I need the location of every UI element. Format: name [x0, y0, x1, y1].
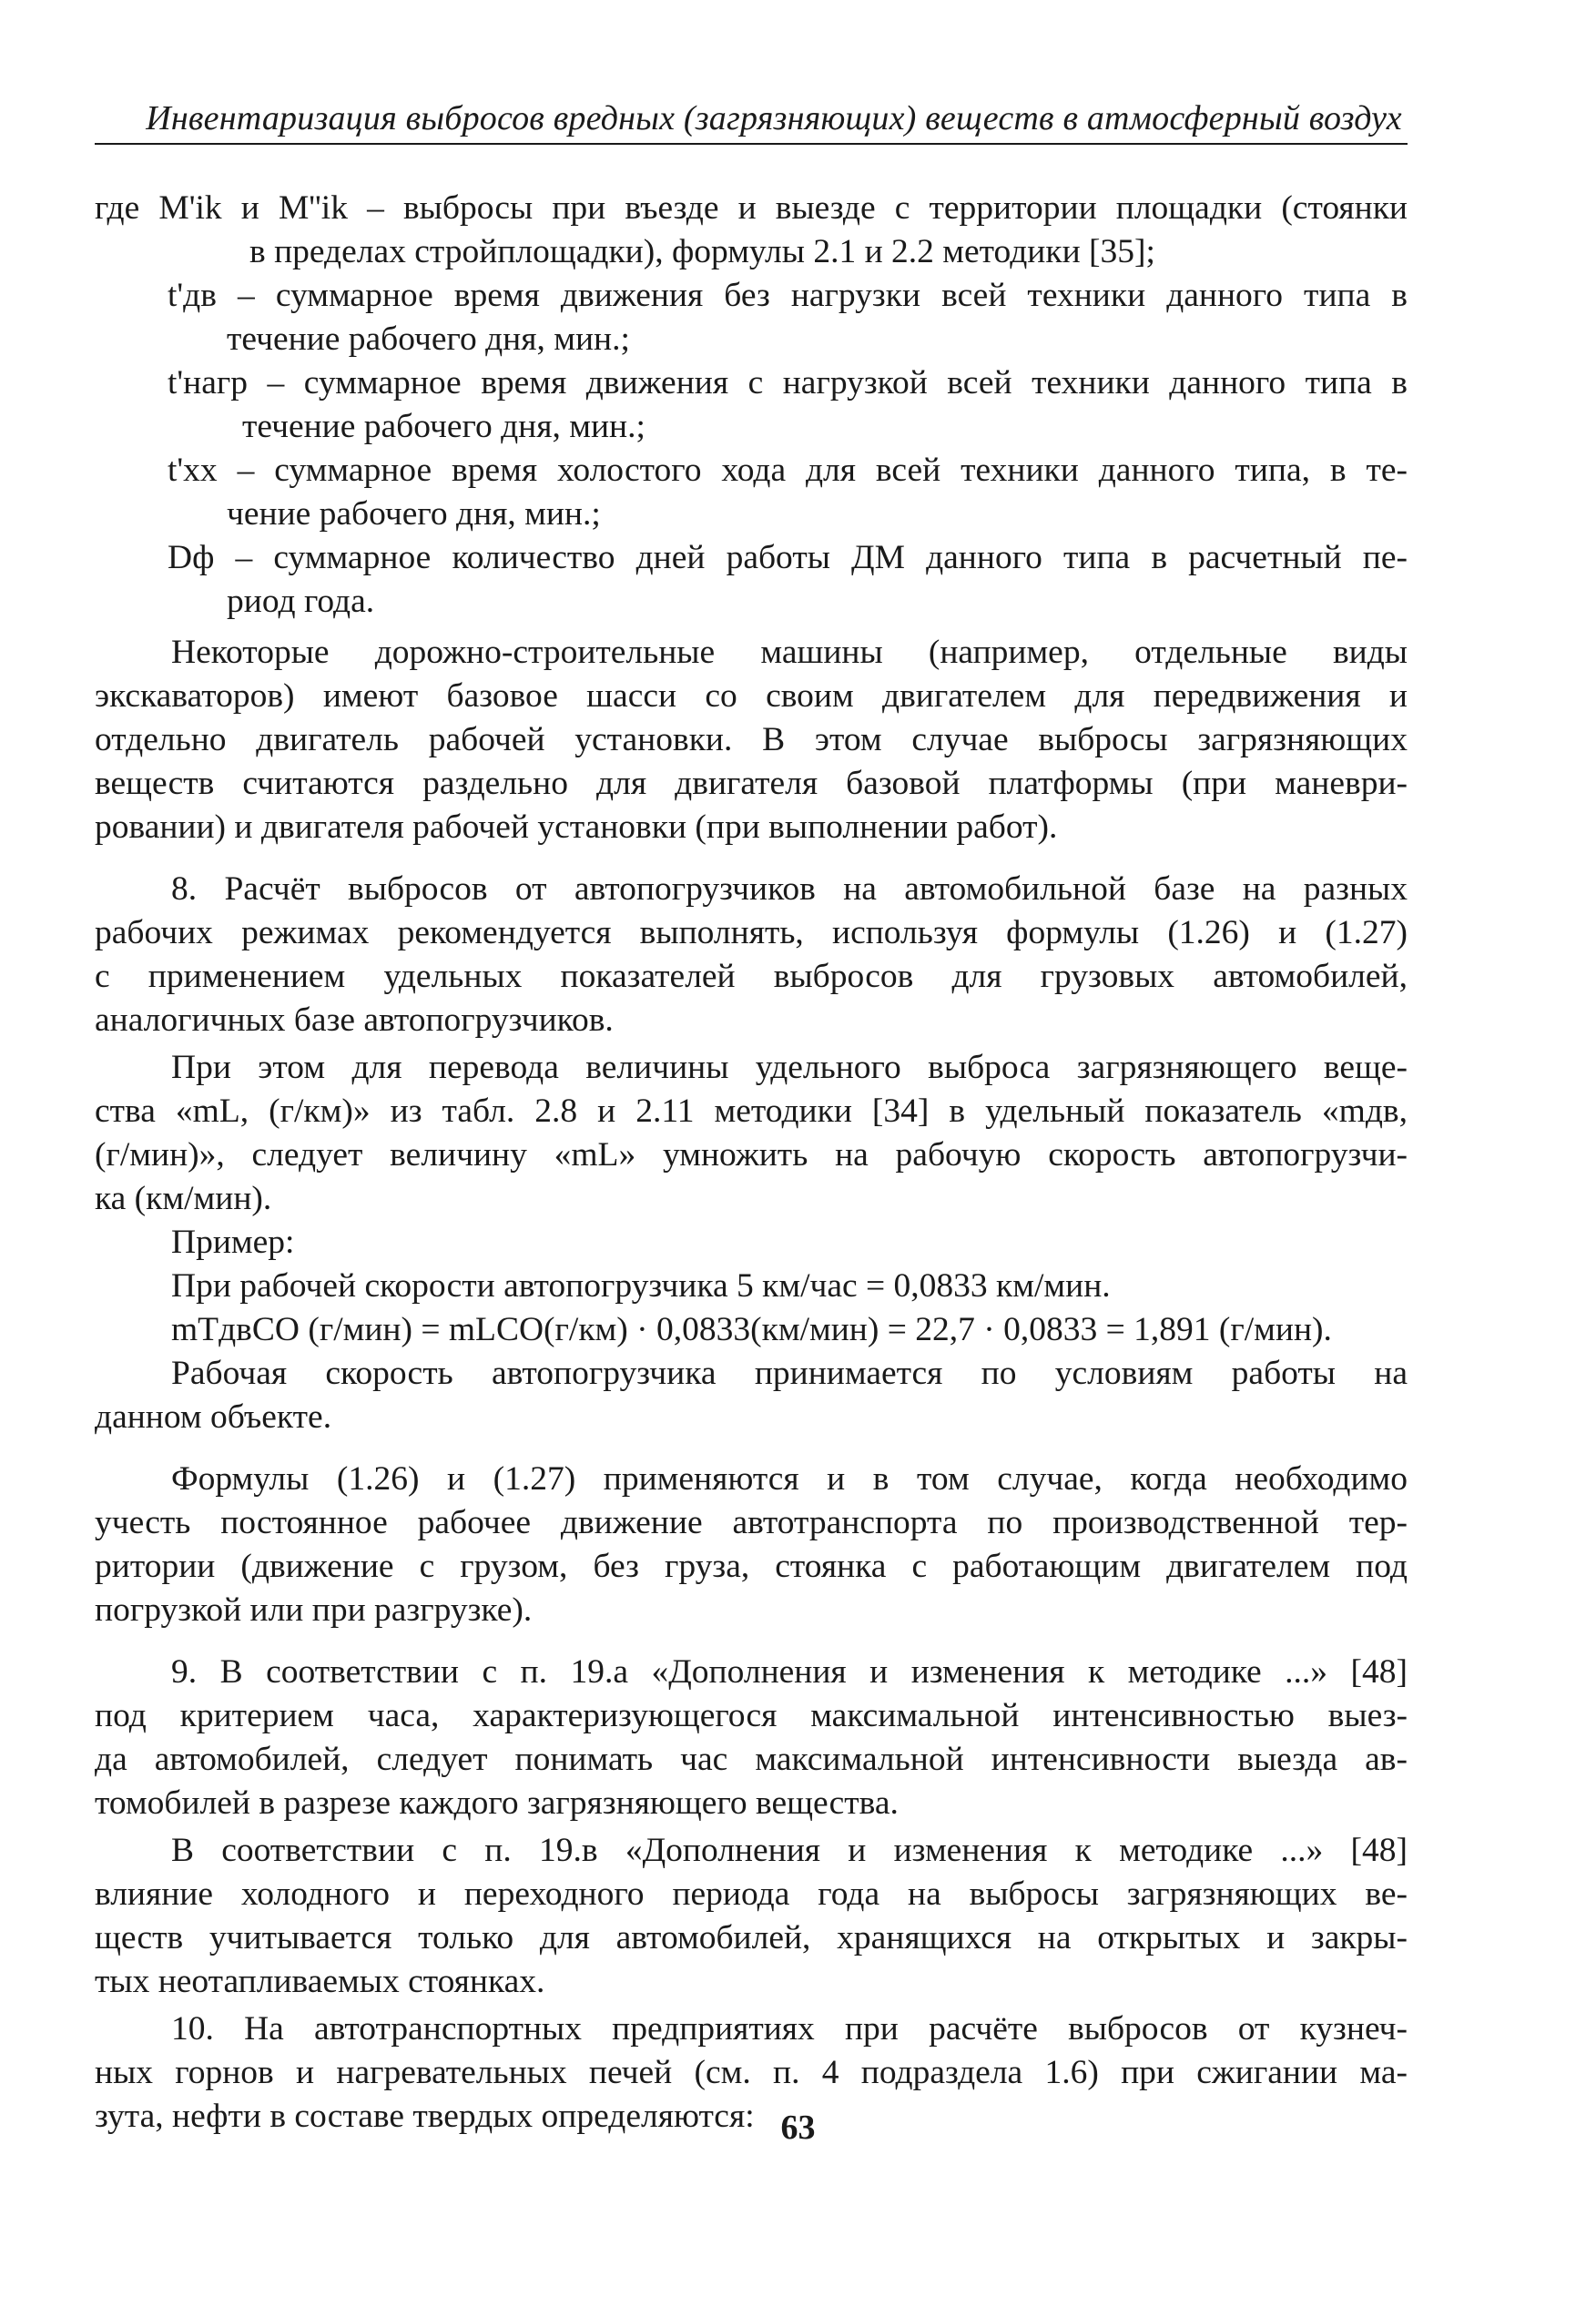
text-line: 8. Расчёт выбросов от автопогрузчиков на автомобильной базе на разных — [171, 870, 1408, 908]
text-line: да автомобилей, следует понимать час максимальной интенсивности выезда ав- — [95, 1741, 1408, 1778]
text-line: (г/мин)», следует величину «mL» умножить на рабочую скорость автопогрузчи- — [95, 1136, 1408, 1174]
text-line: Некоторые дорожно-строительные машины (например, отдельные виды — [171, 634, 1408, 671]
text-line: ка (км/мин). — [95, 1180, 272, 1217]
text-line: под критерием часа, характеризующегося максимальной интенсивностью выез- — [95, 1697, 1408, 1734]
example-formula: mTдвCO (г/мин) = mLCO(г/км) · 0,0833(км/мин) = 22,7 · 0,0833 = 1,891 (г/мин). — [171, 1311, 1332, 1348]
text-line: При этом для перевода величины удельного выброса загрязняющего веще- — [171, 1049, 1408, 1086]
paragraph-base-chassis — [95, 631, 1408, 849]
text-line: ществ учитывается только для автомобилей, хранящихся на открытых и закры- — [95, 1919, 1408, 1956]
paragraph-speed — [95, 1352, 1408, 1439]
definition-t-xx: t'xx – суммарное время холостого хода для всей техники данного типа, в те- — [168, 452, 1408, 489]
example-label: Пример: — [171, 1224, 295, 1261]
text-line: аналогичных базе автопогрузчиков. — [95, 1001, 614, 1039]
definition-m-ik-cont: в пределах стройплощадки), формулы 2.1 и 2.2 методики [35]; — [249, 233, 1155, 270]
definition-t-nagr-cont: течение рабочего дня, мин.; — [242, 408, 646, 445]
text-line: отдельно двигатель рабочей установки. В этом случае выбросы загрязняющих — [95, 721, 1408, 758]
text-line: ства «mL, (г/км)» из табл. 2.8 и 2.11 методики [34] в удельный показатель «mдв, — [95, 1093, 1408, 1130]
text-line: Формулы (1.26) и (1.27) применяются и в том случае, когда необходимо — [171, 1460, 1408, 1498]
definition-t-nagr: t'нагр – суммарное время движения с нагрузкой всей техники данного типа в — [168, 364, 1408, 401]
text-line: погрузкой или при разгрузке). — [95, 1591, 533, 1629]
page-body — [95, 187, 1408, 2139]
example-line: При рабочей скорости автопогрузчика 5 км/час = 0,0833 км/мин. — [171, 1267, 1111, 1305]
definition-t-dv: t'дв – суммарное время движения без нагрузки всей техники данного типа в — [168, 277, 1408, 314]
text-line: зута, нефти в составе твердых определяются: — [95, 2098, 755, 2135]
text-line: данном объекте. — [95, 1398, 332, 1436]
definition-t-dv-cont: течение рабочего дня, мин.; — [227, 320, 630, 358]
example-block — [95, 1221, 1408, 1352]
text-line: Рабочая скорость автопогрузчика принимается по условиям работы на — [171, 1355, 1408, 1392]
header-rule — [95, 143, 1408, 145]
definition-t-xx-cont: чение рабочего дня, мин.; — [227, 495, 601, 533]
page-number: 63 — [780, 2109, 816, 2147]
paragraph-formulas — [95, 1458, 1408, 1632]
text-line: веществ считаются раздельно для двигателя базовой платформы (при маневри- — [95, 765, 1408, 802]
text-line: с применением удельных показателей выбросов для грузовых автомобилей, — [95, 958, 1408, 995]
paragraph-conversion — [95, 1046, 1408, 1221]
text-line: рабочих режимах рекомендуется выполнять, используя формулы (1.26) и (1.27) — [95, 914, 1408, 951]
definition-d-f-cont: риод года. — [227, 583, 375, 620]
text-line: томобилей в разрезе каждого загрязняющего вещества. — [95, 1784, 899, 1822]
paragraph-item-9 — [95, 1651, 1408, 1825]
definition-d-f: Dф – суммарное количество дней работы ДМ данного типа в расчетный пе- — [168, 539, 1408, 576]
text-line: экскаваторов) имеют базовое шасси со своим двигателем для передвижения и — [95, 677, 1408, 715]
text-line: ных горнов и нагревательных печей (см. п. 4 подраздела 1.6) при сжигании ма- — [95, 2054, 1408, 2091]
text-line: ритории (движение с грузом, без груза, стоянка с работающим двигателем под — [95, 1548, 1408, 1585]
text-line: учесть постоянное рабочее движение автотранспорта по производственной тер- — [95, 1504, 1408, 1541]
text-line: В соответствии с п. 19.в «Дополнения и изменения к методике ...» [48] — [171, 1832, 1408, 1869]
text-line: 9. В соответствии с п. 19.а «Дополнения и изменения к методике ...» [48] — [171, 1653, 1408, 1691]
paragraph-item-9-b — [95, 1829, 1408, 2004]
definition-m-ik: где M'ik и M''ik – выбросы при въезде и выезде с территории площадки (стоянки — [95, 189, 1408, 227]
text-line: тых неотапливаемых стоянках. — [95, 1963, 545, 2000]
paragraph-item-8 — [95, 868, 1408, 1042]
text-line: ровании) и двигателя рабочей установки (при выполнении работ). — [95, 808, 1058, 846]
text-line: влияние холодного и переходного периода года на выбросы загрязняющих ве- — [95, 1875, 1408, 1913]
text-line: 10. На автотранспортных предприятиях при расчёте выбросов от кузнеч- — [171, 2010, 1408, 2048]
running-header: Инвентаризация выбросов вредных (загрязняющих) веществ в атмосферный воздух — [146, 99, 1402, 137]
definitions-list — [95, 187, 1408, 624]
